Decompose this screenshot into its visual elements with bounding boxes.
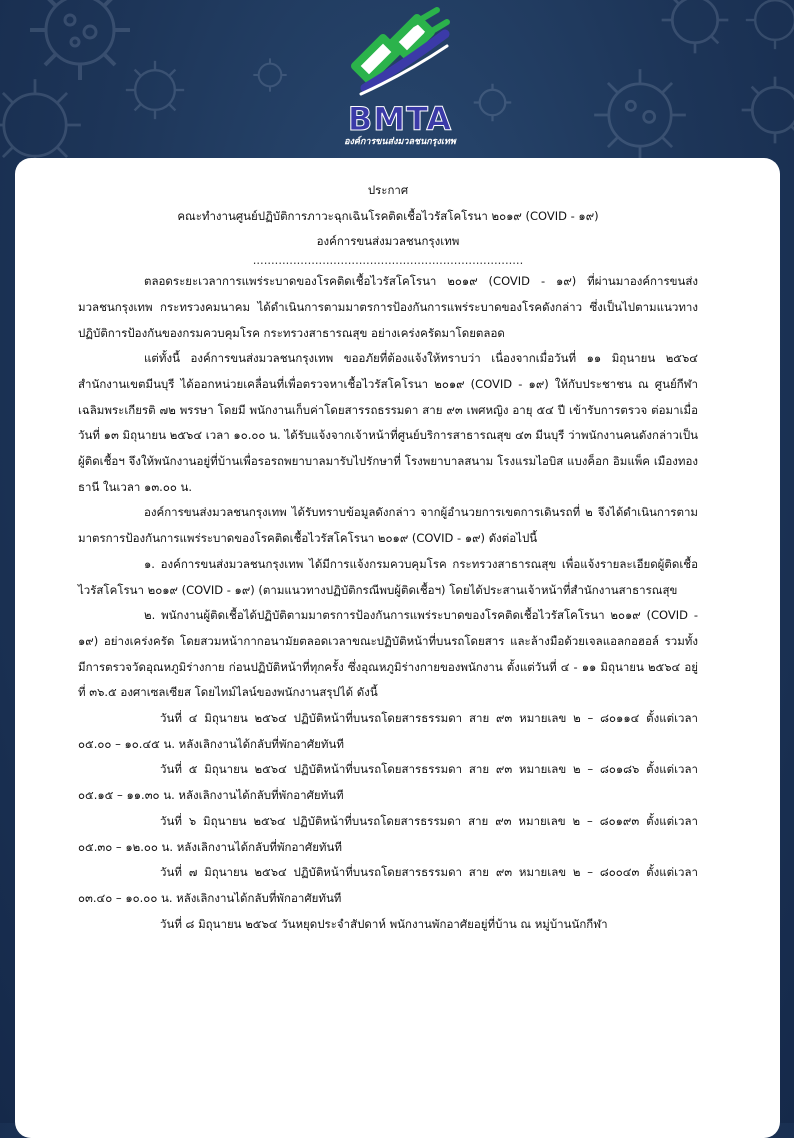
paragraph-actions: องค์การขนส่งมวลชนกรุงเทพ ได้รับทราบข้อมูลดังกล่าว จากผู้อำนวยการเขตการเดินรถที่ ๒ จึงได้ดำเนินการตามมาตรการป้องกันการแพร่ระบาดของโรคติดเชื้อไวรัสโคโรนา ๒๐๑๙ (COVID - ๑๙) ดังต่อไปนี้ [78, 505, 698, 546]
virus-decoration-icon [735, 70, 794, 150]
announcement-document [78, 178, 698, 937]
virus-decoration-icon [740, 0, 794, 55]
paragraph-item-2: ๒. พนักงานผู้ติดเชื้อได้ปฏิบัติตามมาตรการป้องกันการแพร่ระบาดของโรคติดเชื้อไวรัสโคโรนา ๒๐๑๙ (COVID - ๑๙) อย่างเคร่งครัด โดยสวมหน้ากากอนามัยตลอดเวลาขณะปฏิบัติหน้าที่บนรถโดยสาร และล้างมือด้วยเจลแอลกอฮอล์ รวมทั้ง มีการตรวจวัดอุณหภูมิร่างกาย ก่อนปฏิบัติหน้าที่ทุกครั้ง ซึ่งอุณหภูมิร่างกายของพนักงาน ตั้งแต่วันที่ ๔ - ๑๑ มิถุนายน ๒๕๖๔ อยู่ที่ ๓๖.๕ องศาเซลเซียส โดยไทม์ไลน์ของพนักงานสรุปได้ ดังนี้ [78, 608, 698, 700]
paragraph-item-1: ๑. องค์การขนส่งมวลชนกรุงเทพ ได้มีการแจ้งกรมควบคุมโรค กระทรวงสาธารณสุข เพื่อแจ้งรายละเอียดผู้ติดเชื้อไวรัสโคโรนา ๒๐๑๙ (COVID - ๑๙) (ตามแนวทางปฏิบัติกรณีพบผู้ติดเชื้อฯ) โดยได้ประสานเจ้าหน้าที่สำนักงานสาธารณสุข [78, 556, 698, 597]
announcement-committee: คณะทำงานศูนย์ปฏิบัติการภาวะฉุกเฉินโรคติดเชื้อไวรัสโคโรนา ๒๐๑๙ (COVID - ๑๙) [177, 208, 599, 223]
announcement-organization: องค์การขนส่งมวลชนกรุงเทพ [316, 234, 460, 249]
virus-decoration-icon [120, 55, 190, 125]
timeline-entry: วันที่ ๘ มิถุนายน ๒๕๖๔ วันหยุดประจำสัปดาห์ พนักงานพักอาศัยอยู่ที่บ้าน ณ หมู่บ้านนักกีฬา [160, 916, 608, 931]
separator-line: .......................................................................... [252, 253, 524, 268]
paragraph-intro: ตลอดระยะเวลาการแพร่ระบาดของโรคติดเชื้อไวรัสโคโรนา ๒๐๑๙ (COVID - ๑๙) ที่ผ่านมาองค์การขนส่งมวลชนกรุงเทพ กระทรวงคมนาคม ได้ดำเนินการตามมาตรการป้องกันการแพร่ระบาดของโรคดังกล่าว ซึ่งเป็นไปตามแนวทางปฏิบัติการป้องกันของกรมควบคุมโรค กระทรวงสาธารณสุข อย่างเคร่งครัดมาโดยตลอด [78, 274, 698, 340]
announcement-heading: ประกาศ [367, 183, 409, 197]
virus-decoration-icon [470, 80, 515, 125]
virus-decoration-icon [250, 55, 290, 95]
logo-subtitle: องค์การขนส่งมวลชนกรุงเทพ [344, 137, 456, 147]
bmta-emblem-icon [335, 4, 465, 104]
virus-decoration-icon [585, 60, 695, 170]
logo-wordmark: BMTA [347, 100, 453, 138]
timeline-entry: วันที่ ๕ มิถุนายน ๒๕๖๔ ปฏิบัติหน้าที่บนรถโดยสารธรรมดา สาย ๙๓ หมายเลข ๒ – ๘๐๑๘๖ ตั้งแต่เวลา ๐๕.๑๕ – ๑๑.๓๐ น. หลังเลิกงานได้กลับที่พักอาศัยทันที [78, 762, 698, 803]
timeline-entry: วันที่ ๖ มิถุนายน ๒๕๖๔ ปฏิบัติหน้าที่บนรถโดยสารธรรมดา สาย ๙๓ หมายเลข ๒ – ๘๐๑๙๓ ตั้งแต่เวลา ๐๕.๓๐ – ๑๒.๐๐ น. หลังเลิกงานได้กลับที่พักอาศัยทันที [78, 813, 698, 854]
virus-decoration-icon [655, 0, 735, 60]
timeline-entry: วันที่ ๗ มิถุนายน ๒๕๖๔ ปฏิบัติหน้าที่บนรถโดยสารธรรมดา สาย ๙๓ หมายเลข ๒ – ๘๐๐๔๓ ตั้งแต่เวลา ๐๓.๔๐ – ๑๐.๐๐ น. หลังเลิกงานได้กลับที่พักอาศัยทันที [78, 865, 698, 905]
bmta-logo [335, 4, 465, 146]
timeline-entry: วันที่ ๔ มิถุนายน ๒๕๖๔ ปฏิบัติหน้าที่บนรถโดยสารธรรมดา สาย ๙๓ หมายเลข ๒ – ๘๐๑๑๔ ตั้งแต่เวลา ๐๕.๐๐ – ๑๐.๔๕ น. หลังเลิกงานได้กลับที่พักอาศัยทันที [78, 711, 698, 751]
paragraph-incident: แต่ทั้งนี้ องค์การขนส่งมวลชนกรุงเทพ ขออภัยที่ต้องแจ้งให้ทราบว่า เนื่องจากเมื่อวันที่ ๑๑ มิถุนายน ๒๕๖๔ สำนักงานเขตมีนบุรี ได้ออกหน่วยเคลื่อนที่เพื่อตรวจหาเชื้อไวรัสโคโรนา ๒๐๑๙ (COVID - ๑๙) ให้กับประชาชน ณ ศูนย์กีฬาเฉลิมพระเกียรติ ๗๒ พรรษา โดยมี พนักงานเก็บค่าโดยสารรถธรรมดา สาย ๙๓ เพศหญิง อายุ ๕๔ ปี เข้ารับการตรวจ ต่อมาเมื่อวันที่ ๑๓ มิถุนายน ๒๕๖๔ เวลา ๑๐.๐๐ น. ได้รับแจ้งจากเจ้าหน้าที่ศูนย์บริการสาธารณสุข ๔๓ มีนบุรี ว่าพนักงานคนดังกล่าวเป็นผู้ติดเชื้อฯ จึงให้พนักงานอยู่ที่บ้านเพื่อรอรถพยาบาลมารับไปรักษาที่ โรงพยาบาลสนาม โรงแรมไอบิส แบงค็อก อิมแพ็ค เมืองทองธานี ในเวลา ๑๓.๐๐ น. [78, 351, 698, 494]
